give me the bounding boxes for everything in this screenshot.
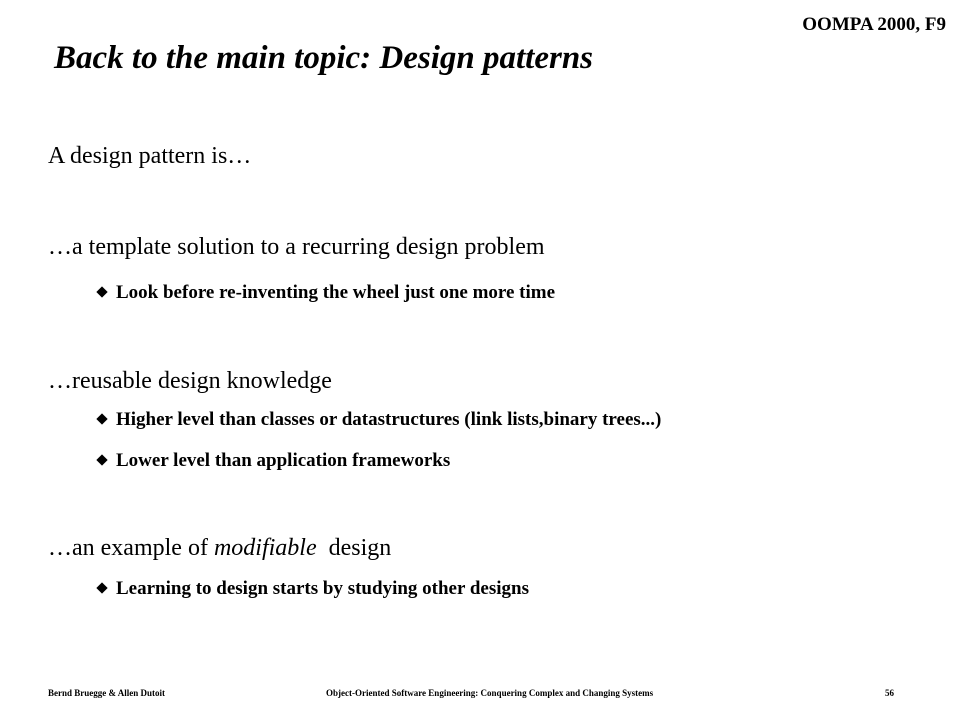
diamond-bullet-icon	[96, 582, 107, 593]
diamond-bullet-icon	[96, 454, 107, 465]
slide-title: Back to the main topic: Design patterns	[54, 40, 594, 76]
point-3-text	[48, 535, 391, 562]
sub-text: Learning to design starts by studying other designs	[116, 578, 529, 599]
footer-book-title: Object-Oriented Software Engineering: Conquering Complex and Changing Systems	[326, 688, 654, 698]
diamond-bullet-icon	[96, 413, 107, 424]
point-1-text: …a template solution to a recurring design problem	[48, 234, 545, 260]
point-2-sub-2	[98, 450, 450, 472]
point-3-text-italic: modifiable	[213, 535, 317, 561]
sub-text: Look before re-inventing the wheel just one more time	[116, 282, 556, 303]
point-3-text-after: design	[316, 535, 392, 561]
course-tag: OOMPA 2000, F9	[802, 14, 946, 35]
footer-page-number: 56	[885, 688, 894, 698]
point-2-sub-1	[98, 409, 661, 431]
point-3-text-before: …an example of	[48, 535, 214, 561]
footer-authors: Bernd Bruegge & Allen Dutoit	[48, 688, 165, 698]
point-2-text: …reusable design knowledge	[48, 368, 332, 394]
point-3-sub-1	[98, 578, 529, 600]
point-1-sub-1	[98, 282, 555, 304]
sub-text: Higher level than classes or datastructures (link lists,binary trees...)	[116, 409, 662, 430]
intro-text: A design pattern is…	[48, 143, 252, 169]
diamond-bullet-icon	[96, 286, 107, 297]
sub-text: Lower level than application frameworks	[116, 450, 451, 471]
